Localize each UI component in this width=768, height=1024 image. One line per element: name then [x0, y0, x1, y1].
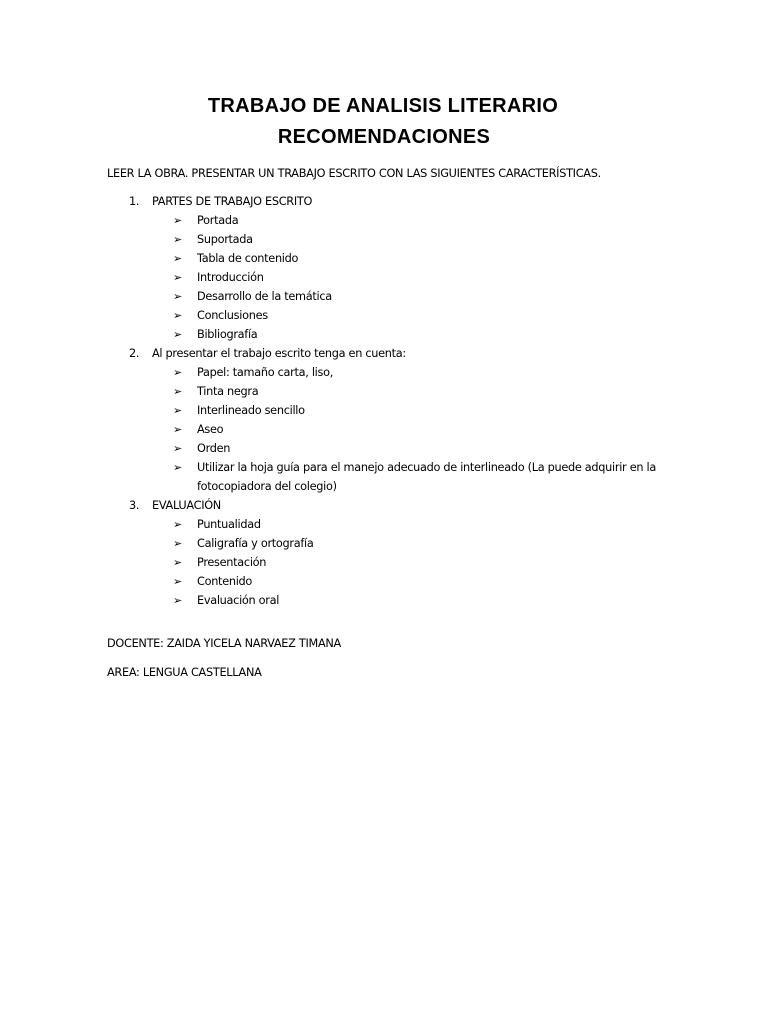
docente-line: DOCENTE: ZAIDA YICELA NARVAEZ TIMANA [107, 637, 341, 650]
list-item: ➢ Tabla de contenido [152, 249, 672, 268]
section-number: 1. [129, 195, 140, 208]
list-item: ➢ Bibliografía [152, 325, 672, 344]
section-heading: PARTES DE TRABAJO ESCRITO [152, 195, 313, 208]
section-number: 3. [129, 499, 140, 512]
list-item: ➢ Suportada [152, 230, 672, 249]
arrow-bullet-icon: ➢ [173, 290, 182, 303]
section-presentacion [107, 344, 687, 496]
list-item: ➢ Interlineado sencillo [152, 401, 672, 420]
list-item: ➢ Caligrafía y ortografía [152, 534, 672, 553]
list-item: ➢ Presentación [152, 553, 672, 572]
section-items [152, 211, 687, 344]
arrow-bullet-icon: ➢ [173, 518, 182, 531]
list-item: ➢ Evaluación oral [152, 591, 672, 610]
list-item: ➢ Puntualidad [152, 515, 672, 534]
arrow-bullet-icon: ➢ [173, 233, 182, 246]
arrow-bullet-icon: ➢ [173, 594, 182, 607]
arrow-bullet-icon: ➢ [173, 252, 182, 265]
section-items [152, 515, 687, 610]
section-partes [107, 192, 687, 344]
list-item: ➢ Orden [152, 439, 672, 458]
arrow-bullet-icon: ➢ [173, 309, 182, 322]
section-heading: EVALUACIÓN [152, 499, 221, 512]
document-subtitle: RECOMENDACIONES [277, 126, 491, 148]
list-item: ➢ Portada [152, 211, 672, 230]
arrow-bullet-icon: ➢ [173, 556, 182, 569]
section-heading: Al presentar el trabajo escrito tenga en cuenta: [152, 347, 406, 360]
list-item: ➢ Conclusiones [152, 306, 672, 325]
document-title: TRABAJO DE ANALISIS LITERARIO [207, 95, 559, 117]
list-item: ➢ Tinta negra [152, 382, 672, 401]
arrow-bullet-icon: ➢ [173, 366, 182, 379]
list-item: ➢ Papel: tamaño carta, liso, [152, 363, 672, 382]
intro-paragraph: LEER LA OBRA. PRESENTAR UN TRABAJO ESCRITO CON LAS SIGUIENTES CARACTERÍSTICAS. [107, 167, 601, 180]
section-items [152, 363, 687, 496]
sections-list [107, 192, 687, 610]
section-number: 2. [129, 347, 140, 360]
arrow-bullet-icon: ➢ [173, 271, 182, 284]
list-item: ➢ Introducción [152, 268, 672, 287]
arrow-bullet-icon: ➢ [173, 461, 182, 474]
arrow-bullet-icon: ➢ [173, 537, 182, 550]
arrow-bullet-icon: ➢ [173, 404, 182, 417]
arrow-bullet-icon: ➢ [173, 214, 182, 227]
list-item: ➢ Contenido [152, 572, 672, 591]
list-item: ➢ Aseo [152, 420, 672, 439]
arrow-bullet-icon: ➢ [173, 328, 182, 341]
list-item: ➢ Utilizar la hoja guía para el manejo adecuado de interlineado (La puede adquirir en la fotocopiadora del colegio) [152, 458, 672, 496]
list-item: ➢ Desarrollo de la temática [152, 287, 672, 306]
arrow-bullet-icon: ➢ [173, 442, 182, 455]
arrow-bullet-icon: ➢ [173, 423, 182, 436]
section-evaluacion [107, 496, 687, 610]
arrow-bullet-icon: ➢ [173, 385, 182, 398]
area-line: AREA: LENGUA CASTELLANA [107, 666, 262, 679]
arrow-bullet-icon: ➢ [173, 575, 182, 588]
